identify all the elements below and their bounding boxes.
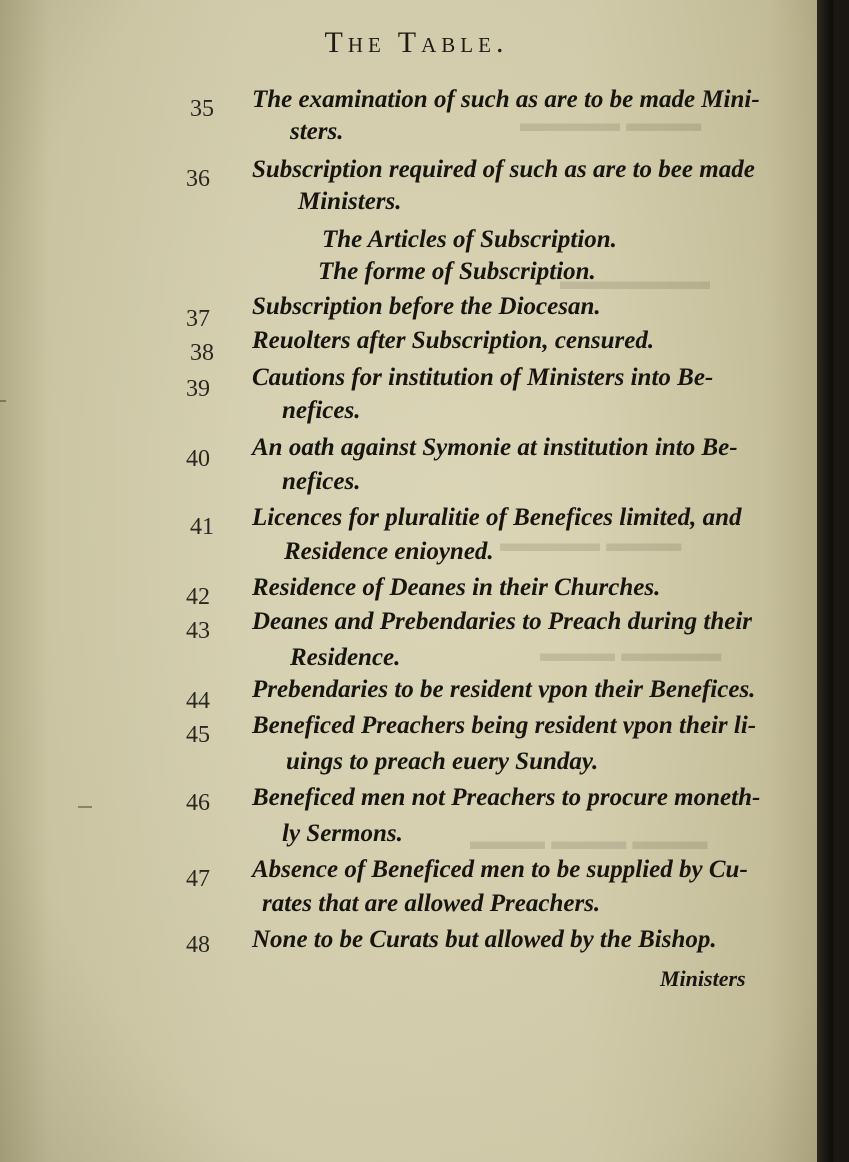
entry-text: sters. [290,118,344,145]
show-through-text: ▬▬▬▬ ▬▬▬ [540,640,722,667]
show-through-text: ▬▬▬▬▬▬ [560,268,710,295]
entry-text: None to be Curats but allowed by the Bishop. [252,926,717,953]
entry-text: Cautions for institution of Ministers into Be- [252,364,714,391]
entry-text: rates that are allowed Preachers. [262,890,601,917]
entry-text: Licences for pluralitie of Benefices limited, and [252,504,742,531]
entry-number: 36 [186,166,210,192]
entry-number: 47 [186,866,210,892]
book-spine-shadow [817,0,833,1162]
entry-text: Subscription required of such as are to bee made [252,156,755,183]
entry-text: Reuolters after Subscription, censured. [252,327,655,354]
entry-text: Ministers. [298,188,402,215]
entry-number: 46 [186,790,210,816]
show-through-text: ▬▬▬ ▬▬▬ ▬▬▬ [470,828,708,855]
margin-dash [78,806,92,808]
entry-number: 39 [186,376,210,402]
show-through-text: ▬▬▬ ▬▬▬▬ [520,110,702,137]
entry-text: Prebendaries to be resident vpon their Benefices. [252,676,756,703]
entry-number: 41 [190,514,214,540]
entry-text: Absence of Beneficed men to be supplied by Cu- [252,856,748,883]
entry-text: nefices. [282,468,361,495]
entry-text: Residence enioyned. [284,538,494,565]
entry-text: ly Sermons. [282,820,403,847]
entry-text: The forme of Subscription. [318,258,596,285]
entry-text: nefices. [282,397,361,424]
entry-number: 42 [186,584,210,610]
entry-number: 43 [186,618,210,644]
entry-text: Deanes and Prebendaries to Preach during their [252,608,753,635]
entry-number: 44 [186,688,210,714]
entry-text: An oath against Symonie at institution into Be- [252,434,738,461]
entry-number: 48 [186,932,210,958]
entry-text: uings to preach euery Sunday. [286,748,599,775]
entry-number: 40 [186,446,210,472]
entry-text: The Articles of Subscription. [322,226,617,253]
entry-text: Residence. [290,644,401,671]
page-title: The Table. [324,26,509,59]
entry-text: Beneficed men not Preachers to procure moneth- [252,784,761,811]
catchword: Ministers [660,966,746,991]
entry-number: 35 [190,96,214,122]
entry-number: 45 [186,722,210,748]
entry-text: Subscription before the Diocesan. [252,293,601,320]
entry-text: Beneficed Preachers being resident vpon their li- [252,712,757,739]
entry-text: The examination of such as are to be made Mini- [252,86,760,113]
entry-number: 38 [190,340,214,366]
show-through-text: ▬▬▬ ▬▬▬▬ [500,530,682,557]
entry-number: 37 [186,306,210,332]
margin-dash [0,400,6,402]
entry-text: Residence of Deanes in their Churches. [252,574,661,601]
